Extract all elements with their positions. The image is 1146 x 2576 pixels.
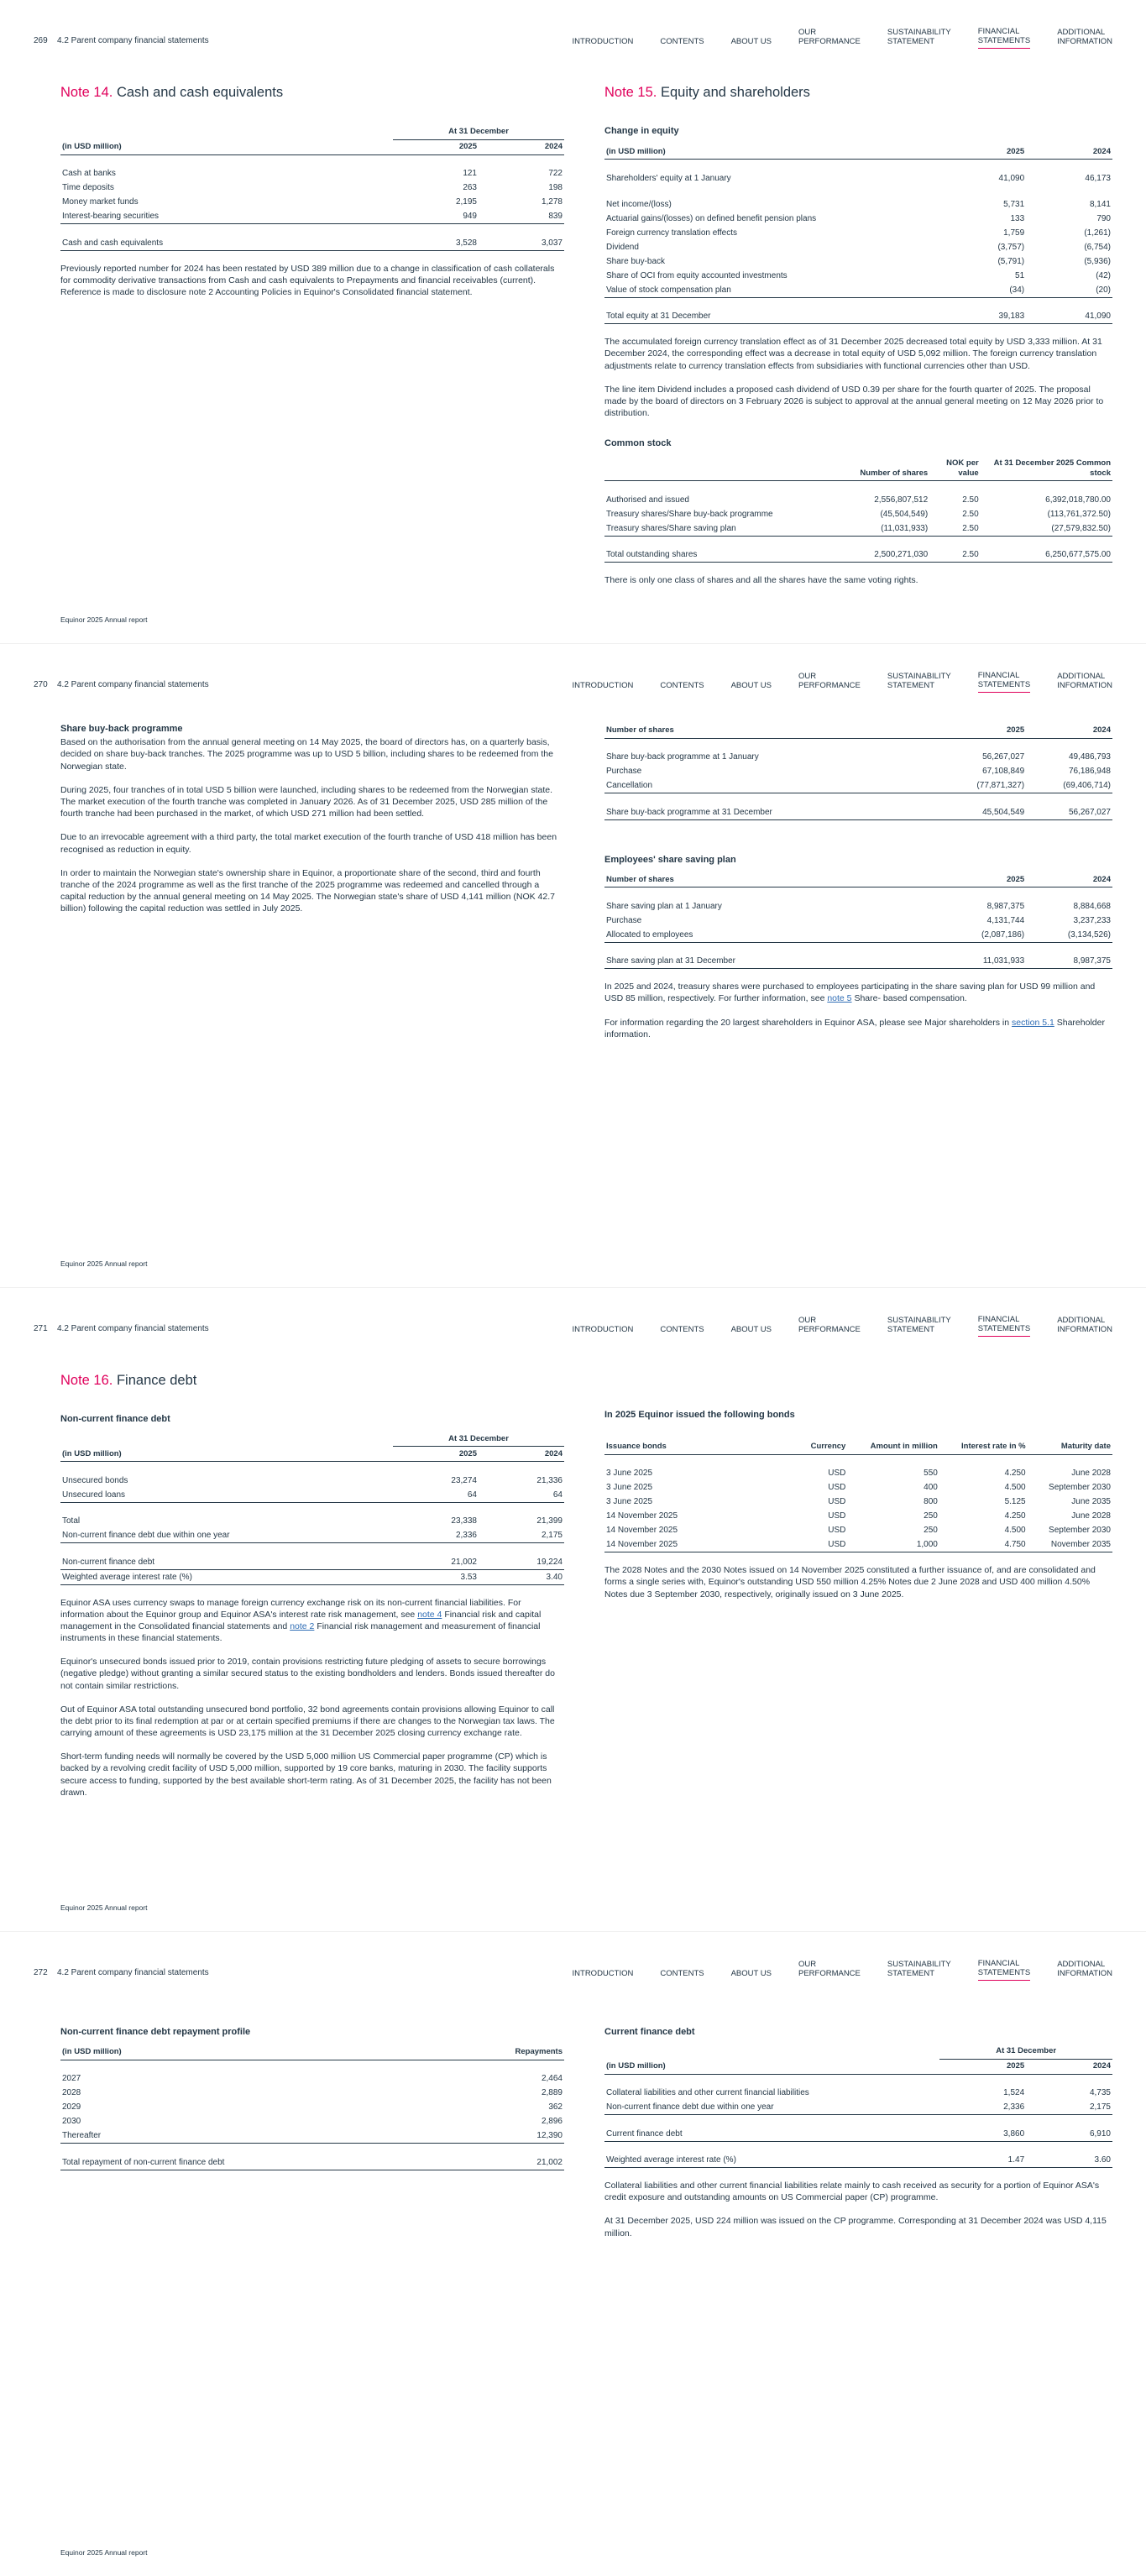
bonds-issued-section xyxy=(604,1409,1112,1600)
total-row: Total 23,338 21,399 xyxy=(62,1516,563,1526)
nav-introduction[interactable]: INTRODUCTION xyxy=(572,1325,634,1335)
top-nav xyxy=(546,1957,1112,1981)
table-row: Interest-bearing securities 949 839 xyxy=(60,209,564,224)
voting-rights-paragraph: There is only one class of shares and all the shares have the same voting rights. xyxy=(604,575,918,586)
table-row: Share of OCI from equity accounted investments 51 (42) xyxy=(606,270,1111,280)
repayment-profile-title: Non-current finance debt repayment profile xyxy=(60,2027,251,2037)
total-row: Cash and cash equivalents 3,528 3,037 xyxy=(60,236,564,251)
share-buyback-title: Share buy-back programme xyxy=(60,724,183,734)
treasury-paragraph: In 2025 and 2024, treasury shares were purchased to employees participating in the share saving plan for USD 99 million and USD 85 million, respectively. For further information, see note 5 Share- based compensation. xyxy=(604,982,1096,1004)
nav-financial-statements[interactable]: FINANCIAL STATEMENTS xyxy=(978,1316,1030,1337)
table-row: 2030 2,896 xyxy=(62,2117,563,2127)
section-title: 4.2 Parent company financial statements xyxy=(57,1324,209,1333)
page-footer: Equinor 2025 Annual report xyxy=(60,2547,148,2557)
page-header xyxy=(34,25,1112,49)
nav-our-performance[interactable]: OUR PERFORMANCE xyxy=(798,1960,861,1979)
non-current-debt-table: At 31 December (in USD million) 2025 2024 Unsecured bonds 23,274 21,336 Unsecured loans 64 64 Total 23,338 21,399 Non-current finance debt due within one year 2,336 2,175 Non-current finance debt 21,002 19,224 Weighted average interest rate (%) 3.53 3.40 xyxy=(60,1432,564,1585)
table-row: Cash at banks 121 722 xyxy=(62,169,563,179)
table-row: Time deposits 263 198 xyxy=(62,183,563,193)
note-4-link[interactable]: note 4 xyxy=(417,1609,442,1620)
page-271 xyxy=(0,1288,1146,1932)
nav-sustainability-statement[interactable]: SUSTAINABILITY STATEMENT xyxy=(887,1960,951,1979)
nav-contents[interactable]: CONTENTS xyxy=(660,681,704,691)
buyback-shares-table: Number of shares 2025 2024 Share buy-back programme at 1 January 56,267,027 49,486,793 Purchase 67,108,849 76,186,948 Cancellation (77,871,327) (69,406,714) Share buy-back programme at 31 December 45,504,549 56,267,027 xyxy=(604,723,1112,820)
note-title: Finance debt xyxy=(116,1373,197,1388)
note-14 xyxy=(60,84,564,298)
unit-label: (in USD million) xyxy=(604,144,939,160)
nav-about-us[interactable]: ABOUT US xyxy=(730,1969,772,1979)
bonds-table: Issuance bonds Currency Amount in million Interest rate in % Maturity date 3 June 2025 USD 550 4.250 June 2028 3 June 2025 USD 400 4.500 September 2030 3 June 2025 USD 800 5.125 June 2035 14 November 2025 USD 250 4.250 June 2028 14 November 2025 USD 250 4.500 September 2030 14 November 2025 USD 1,000 4.750 November 2035 xyxy=(604,1439,1112,1552)
table-row: Share saving plan at 1 January 8,987,375 8,884,668 xyxy=(606,901,1111,911)
page-number: 270 xyxy=(34,680,48,689)
note-title: Cash and cash equivalents xyxy=(116,85,284,100)
page-number: 269 xyxy=(34,36,48,45)
note-14-paragraph: Previously reported number for 2024 has been restated by USD 389 million due to a change in classification of cash collaterals for commodity derivative transactions from Cash and cash equivalents to Prepayments and financial receivables (current). Reference is made to disclosure note 2 Accounting Policies in Equinor's Consolidated financial statement. xyxy=(60,263,555,298)
nav-financial-statements[interactable]: FINANCIAL STATEMENTS xyxy=(978,672,1030,693)
table-row: Unsecured loans 64 64 xyxy=(60,1488,564,1503)
table-row: 3 June 2025 USD 800 5.125 June 2035 xyxy=(606,1497,1111,1507)
bond-agreements-paragraph: Out of Equinor ASA total outstanding unsecured bond portfolio, 32 bond agreements contain provisions allowing Equinor to call the debt prior to its final redemption at par or at certain specified premiums if there are changes to the Norwegian tax laws. The carrying amount of these agreements is USD 23,175 million at the 31 December 2025 closing currency exchange rate. xyxy=(60,1704,555,1739)
table-row: Treasury shares/Share buy-back programme (45,504,549) 2.50 (113,761,372.50) xyxy=(606,509,1111,519)
table-row: Unsecured bonds 23,274 21,336 xyxy=(62,1475,563,1485)
nav-introduction[interactable]: INTRODUCTION xyxy=(572,1969,634,1979)
page-number: 272 xyxy=(34,1968,48,1977)
table-row: Allocated to employees (2,087,186) (3,134,526) xyxy=(604,928,1112,943)
current-debt-section xyxy=(604,2026,1112,2239)
nav-introduction[interactable]: INTRODUCTION xyxy=(572,681,634,691)
table-row: Collateral liabilities and other current financial liabilities 1,524 4,735 xyxy=(606,2088,1111,2098)
unit-label: (in USD million) xyxy=(60,139,393,154)
page-header xyxy=(34,669,1112,693)
nav-additional-information[interactable]: ADDITIONAL INFORMATION xyxy=(1057,1960,1112,1979)
page-header xyxy=(34,1957,1112,1981)
table-row: Share buy-back (5,791) (5,936) xyxy=(606,256,1111,266)
note-number: Note 14. xyxy=(60,85,113,100)
non-current-debt-title: Non-current finance debt xyxy=(60,1414,170,1425)
note-15-title xyxy=(604,84,1112,102)
total-row: Total equity at 31 December 39,183 41,090 xyxy=(604,309,1112,324)
buyback-paragraph: In order to maintain the Norwegian state's ownership share in Equinor, a proportionate share of the second, third and fourth tranche of the 2024 programme as well as the first tranche of the 2025 programme was redeemed and cancelled through a capital reduction by the annual general meeting on 14 May 2025. The Norwegian state's share of USD 4,141 million (NOK 42.7 billion) following the capital reduction was settled in July 2025. xyxy=(60,867,555,914)
note-title: Equity and shareholders xyxy=(660,85,810,100)
equity-paragraph: The accumulated foreign currency translation effect as of 31 December 2025 decreased total equity by USD 3,333 million. At 31 December 2024, the corresponding effect was a decrease in total equity of USD 5,092 million. The foreign currency translation adjustments relate to currency translation effects from subsidiaries with functional currencies other than USD. xyxy=(604,337,1102,371)
current-debt-table: At 31 December (in USD million) 2025 2024 Collateral liabilities and other current financial liabilities 1,524 4,735 Non-current finance debt due within one year 2,336 2,175 Current finance debt 3,860 6,910 Weighted average interest rate (%) 1.47 3.60 xyxy=(604,2045,1112,2168)
table-row: Weighted average interest rate (%) 1.47 3.60 xyxy=(604,2153,1112,2168)
table-row: Share buy-back programme at 1 January 56,267,027 49,486,793 xyxy=(606,752,1111,762)
nav-about-us[interactable]: ABOUT US xyxy=(730,1325,772,1335)
total-row: Current finance debt 3,860 6,910 xyxy=(604,2127,1112,2142)
table-row: 3 June 2025 USD 550 4.250 June 2028 xyxy=(606,1469,1111,1479)
page-number: 271 xyxy=(34,1324,48,1333)
repayment-table: (in USD million) Repayments 2027 2,464 2028 2,889 2029 362 2030 2,896 Thereafter 12,390 Total repayment of non-current finance debt 21,002 xyxy=(60,2045,564,2170)
common-stock-table: Number of shares NOK per value At 31 December 2025 Common stock Authorised and issued 2,556,807,512 2.50 6,392,018,780.00 Treasury shares/Share buy-back programme (45,504,549) 2.50 (113,761,372.50) Treasury shares/Share saving plan (11,031,933) 2.50 (27,579,832.50) Total outstanding shares 2,500,271,030 2.50 6,250,677,575.00 xyxy=(604,457,1112,563)
equity-table: (in USD million) 2025 2024 Shareholders' equity at 1 January 41,090 46,173 Net income/(loss) 5,731 8,141 Actuarial gains/(losses) on defined benefit pension plans 133 790 Foreign currency translation effects 1,759 (1,261) Dividend (3,757) (6,754) Share buy-back (5,791) (5,936) Share of OCI from equity accounted investments 51 (42) Value of stock compensation plan (34) (20) Total equity at 31 December 39,183 41,090 xyxy=(604,144,1112,325)
buyback-paragraph: Due to an irrevocable agreement with a third party, the total market execution of the fourth tranche of USD 418 million has been recognised as reduction in equity. xyxy=(60,832,557,855)
table-row: Non-current finance debt 21,002 19,224 xyxy=(62,1557,563,1567)
nav-financial-statements[interactable]: FINANCIAL STATEMENTS xyxy=(978,28,1030,49)
note-16 xyxy=(60,1372,564,1798)
total-row: Share buy-back programme at 31 December 45,504,549 56,267,027 xyxy=(604,805,1112,820)
negative-pledge-paragraph: Equinor's unsecured bonds issued prior to 2019, contain provisions restricting future pledging of assets to secure borrowings (negative pledge) without granting a similar secured status to the existing bondholders and lenders. Bonds issued thereafter do not contain similar restrictions. xyxy=(60,1657,555,1691)
nav-sustainability-statement[interactable]: SUSTAINABILITY STATEMENT xyxy=(887,1316,951,1335)
buyback-paragraph: During 2025, four tranches of in total USD 5 billion were launched, including shares to be redeemed from the Norwegian state. The market execution of the fourth tranche was completed in January 2026. As of 31 December 2025, USD 285 million of the fourth tranche had been purchased in the market, of which USD 271 million had been settled. xyxy=(60,784,552,819)
bonds-paragraph: The 2028 Notes and the 2030 Notes issued on 14 November 2025 constituted a further issuance of, and are consolidated and forms a single series with, Equinor's outstanding USD 550 million 4.25% Notes due 2 June 2028 and USD 400 million 4.50% Notes due 3 September 2030, respectively, originally issued on 3 June 2025. xyxy=(604,1565,1096,1600)
common-stock-title: Common stock xyxy=(604,438,672,449)
nav-introduction[interactable]: INTRODUCTION xyxy=(572,37,634,47)
nav-sustainability-statement[interactable]: SUSTAINABILITY STATEMENT xyxy=(887,672,951,691)
table-row: 3 June 2025 USD 400 4.500 September 2030 xyxy=(606,1483,1111,1493)
nav-additional-information[interactable]: ADDITIONAL INFORMATION xyxy=(1057,672,1112,691)
shareholders-paragraph: For information regarding the 20 largest shareholders in Equinor ASA, please see Major shareholders in section 5.1 Shareholder information. xyxy=(604,1017,1105,1039)
column-group-header: At 31 December xyxy=(393,125,564,139)
nav-sustainability-statement[interactable]: SUSTAINABILITY STATEMENT xyxy=(887,28,951,47)
collateral-paragraph: Collateral liabilities and other current financial liabilities relate mainly to cash received as security for a portion of Equinor ASA's credit exposure and outstanding amounts on US Commercial paper (CP) programme. xyxy=(604,2181,1100,2203)
bonds-issued-title: In 2025 Equinor issued the following bonds xyxy=(604,1410,795,1420)
total-row: Share saving plan at 31 December 11,031,933 8,987,375 xyxy=(604,954,1112,969)
share-saving-title: Employees' share saving plan xyxy=(604,854,736,865)
nav-additional-information[interactable]: ADDITIONAL INFORMATION xyxy=(1057,28,1112,47)
note-2-link[interactable]: note 2 xyxy=(290,1620,315,1631)
page-footer: Equinor 2025 Annual report xyxy=(60,1903,148,1912)
top-nav xyxy=(546,1313,1112,1337)
year-2025-header: 2025 xyxy=(393,139,479,154)
page-footer: Equinor 2025 Annual report xyxy=(60,615,148,624)
dividend-paragraph: The line item Dividend includes a proposed cash dividend of USD 0.39 per share for the fourth quarter of 2025. The proposal made by the board of directors on 3 February 2026 is subject to approval at the annual general meeting on 12 May 2026 prior to distribution. xyxy=(604,384,1104,419)
table-row: Non-current finance debt due within one year 2,336 2,175 xyxy=(60,1528,564,1543)
section-5-1-link[interactable]: section 5.1 xyxy=(1012,1017,1054,1028)
nav-about-us[interactable]: ABOUT US xyxy=(730,681,772,691)
nav-about-us[interactable]: ABOUT US xyxy=(730,37,772,47)
table-row: Authorised and issued 2,556,807,512 2.50 6,392,018,780.00 xyxy=(606,495,1111,505)
share-buyback-section xyxy=(60,723,564,914)
table-row: Foreign currency translation effects 1,759 (1,261) xyxy=(606,228,1111,238)
note-16-title xyxy=(60,1372,564,1390)
note-5-link[interactable]: note 5 xyxy=(827,993,852,1004)
repayment-profile-section xyxy=(60,2026,564,2170)
page-footer: Equinor 2025 Annual report xyxy=(60,1259,148,1268)
section-title: 4.2 Parent company financial statements xyxy=(57,680,209,689)
table-row: Value of stock compensation plan (34) (20) xyxy=(604,283,1112,298)
table-row: Thereafter 12,390 xyxy=(60,2128,564,2144)
note-number: Note 16. xyxy=(60,1373,113,1388)
nav-contents[interactable]: CONTENTS xyxy=(660,1969,704,1979)
table-row: 2029 362 xyxy=(62,2102,563,2113)
nav-additional-information[interactable]: ADDITIONAL INFORMATION xyxy=(1057,1316,1112,1335)
page-269 xyxy=(0,0,1146,644)
table-row: Dividend (3,757) (6,754) xyxy=(606,242,1111,252)
top-nav xyxy=(546,25,1112,49)
table-row: 14 November 2025 USD 250 4.250 June 2028 xyxy=(606,1511,1111,1521)
buyback-paragraph: Based on the authorisation from the annual general meeting on 14 May 2025, the board of directors has, on a quarterly basis, decided on share buy-back tranches. The 2025 programme was up to USD 5 billion, including shares to be redeemed from the Norwegian state. xyxy=(60,737,553,772)
note-number: Note 15. xyxy=(604,85,657,100)
shares-tables xyxy=(604,723,1112,1040)
table-row: 2027 2,464 xyxy=(62,2074,563,2084)
table-row: Weighted average interest rate (%) 3.53 3.40 xyxy=(60,1569,564,1584)
page-272 xyxy=(0,1932,1146,2576)
note-14-title xyxy=(60,84,564,102)
cp-programme-paragraph: At 31 December 2025, USD 224 million was issued on the CP programme. Corresponding at 31 December 2024 was USD 4,115 million. xyxy=(604,2216,1107,2238)
table-row: Treasury shares/Share saving plan (11,031,933) 2.50 (27,579,832.50) xyxy=(604,521,1112,537)
table-row: Purchase 67,108,849 76,186,948 xyxy=(606,767,1111,776)
table-row: Cancellation (77,871,327) (69,406,714) xyxy=(604,778,1112,793)
table-row: Shareholders' equity at 1 January 41,090 46,173 xyxy=(606,173,1111,183)
nav-our-performance[interactable]: OUR PERFORMANCE xyxy=(798,672,861,691)
table-row: Actuarial gains/(losses) on defined benefit pension plans 133 790 xyxy=(606,213,1111,223)
page-270 xyxy=(0,644,1146,1288)
section-title: 4.2 Parent company financial statements xyxy=(57,36,209,45)
current-debt-title: Current finance debt xyxy=(604,2027,695,2037)
change-in-equity-title: Change in equity xyxy=(604,126,679,137)
nav-our-performance[interactable]: OUR PERFORMANCE xyxy=(798,1316,861,1335)
share-saving-table: Number of shares 2025 2024 Share saving plan at 1 January 8,987,375 8,884,668 Purchase 4,131,744 3,237,233 Allocated to employees (2,087,186) (3,134,526) Share saving plan at 31 December 11,031,933 8,987,375 xyxy=(604,872,1112,970)
table-row: 14 November 2025 USD 1,000 4.750 November 2035 xyxy=(604,1537,1112,1552)
table-row: Money market funds 2,195 1,278 xyxy=(62,197,563,207)
nav-our-performance[interactable]: OUR PERFORMANCE xyxy=(798,28,861,47)
cash-table xyxy=(60,125,564,250)
page-header xyxy=(34,1313,1112,1337)
total-row: Total repayment of non-current finance debt 21,002 xyxy=(60,2155,564,2170)
table-row: Purchase 4,131,744 3,237,233 xyxy=(606,915,1111,925)
currency-swaps-paragraph: Equinor ASA uses currency swaps to manage foreign currency exchange risk on its non-current financial liabilities. For information about the Equinor group and Equinor ASA's interest rate risk management, see note 4 Financial risk and capital management in the Consolidated financial statements and note 2 Financial risk management and measurement of financial instruments in these financial statements. xyxy=(60,1597,542,1644)
nav-contents[interactable]: CONTENTS xyxy=(660,1325,704,1335)
short-term-funding-paragraph: Short-term funding needs will normally be covered by the USD 5,000 million US Commercial paper programme (CP) which is backed by a revolving credit facility of USD 5,000 million, supported by 19 core banks, maturing in 2030. The facility supports secure access to funding, supported by the best available short-term rating. As of 31 December 2025, the facility has not been drawn. xyxy=(60,1751,552,1798)
table-row: Non-current finance debt due within one year 2,336 2,175 xyxy=(604,2100,1112,2115)
top-nav xyxy=(546,669,1112,693)
total-row: Total outstanding shares 2,500,271,030 2.50 6,250,677,575.00 xyxy=(604,547,1112,563)
table-row: Net income/(loss) 5,731 8,141 xyxy=(606,199,1111,209)
nav-financial-statements[interactable]: FINANCIAL STATEMENTS xyxy=(978,1960,1030,1981)
note-15 xyxy=(604,84,1112,586)
table-row: 2028 2,889 xyxy=(62,2088,563,2098)
nav-contents[interactable]: CONTENTS xyxy=(660,37,704,47)
table-row: 14 November 2025 USD 250 4.500 September 2030 xyxy=(606,1526,1111,1536)
year-2024-header: 2024 xyxy=(479,139,564,154)
section-title: 4.2 Parent company financial statements xyxy=(57,1968,209,1977)
